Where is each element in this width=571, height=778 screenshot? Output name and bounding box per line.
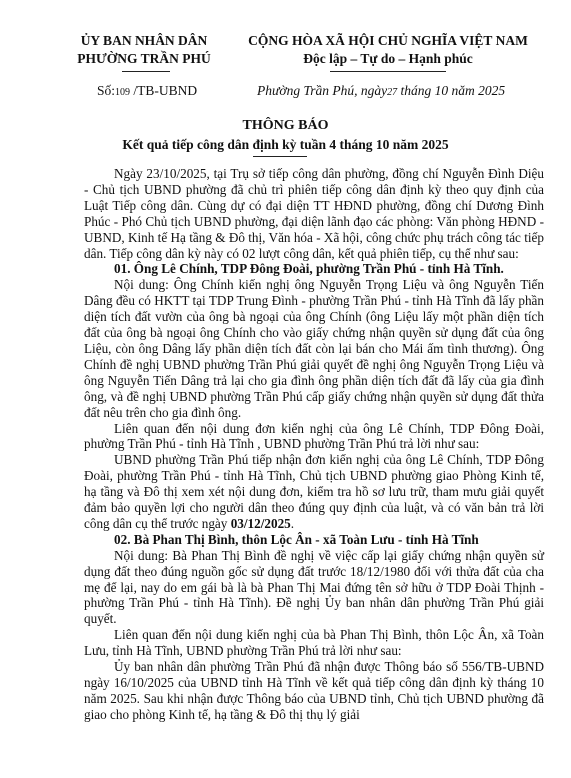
doc-number-prefix: Số: bbox=[97, 83, 116, 98]
motto-underline bbox=[330, 71, 446, 72]
authority-line-2: PHƯỜNG TRẦN PHÚ bbox=[77, 51, 211, 66]
doc-number-value: 109 bbox=[115, 87, 131, 98]
document-body bbox=[84, 166, 544, 723]
issuing-authority bbox=[64, 32, 224, 68]
doc-number-suffix: /TB-UBND bbox=[130, 83, 198, 98]
paragraph-response-1 bbox=[84, 452, 544, 532]
date-suffix: tháng 10 năm 2025 bbox=[397, 83, 506, 98]
section-heading-2: 02. Bà Phan Thị Bình, thôn Lộc Ân - xã Toàn Lưu - tỉnh Hà Tĩnh bbox=[114, 531, 479, 547]
authority-line-1: ỦY BAN NHÂN DÂN bbox=[80, 33, 208, 48]
document-date bbox=[257, 83, 505, 99]
response-1-deadline: 03/12/2025 bbox=[230, 515, 291, 531]
response-1-text: UBND phường Trần Phú tiếp nhận đơn kiến nghị của ông Lê Chính, TDP Đông Đoài, phường Trần Phú - tỉnh Hà Tĩnh, Chủ tịch UBND phường giao Phòng Kinh tế, hạ tầng và Đô thị xem xét nội dung đơn, kiểm tra hồ sơ lưu trữ, tham mưu giải quyết đảm bảo quyền lợi cho người dân theo đúng quy định của luật, và có văn bản trả lời công dân cụ thể trước ngày bbox=[84, 452, 544, 531]
paragraph-response-intro-2: Liên quan đến nội dung kiến nghị của bà Phan Thị Bình, thôn Lộc Ân, xã Toàn Lưu, tỉnh Hà Tĩnh, UBND phường Trần Phú trả lời như sau: bbox=[84, 627, 544, 659]
date-prefix: Phường Trần Phú, ngày bbox=[257, 83, 388, 98]
document-title: THÔNG BÁO bbox=[242, 118, 329, 133]
document-subtitle: Kết quả tiếp công dân định kỳ tuần 4 tháng 10 năm 2025 bbox=[122, 137, 449, 152]
paragraph-content-1: Nội dung: Ông Chính kiến nghị ông Nguyễn Trọng Liệu và ông Nguyễn Tiến Dâng đều có HKTT tại TDP Trung Đình - phường Trần Phú - tỉnh Hà Tĩnh đã lấy phần diện tích đất vườn của ông bà ngoại của ông Chính (ông Liệu lấy một phần diện tích đất của ông bà ngoại ông Chính cho vào giấy chứng nhận quyền sử dụng đất của ông Liệu, còn ông Dâng lấy phần diện tích đất còn lại bán cho Mái ấm tình thương). Ông Chính đề nghị UBND phường Trần Phú giải quyết đề nghị ông Nguyễn Trọng Liệu và ông Nguyễn Tiến Dâng trả lại cho gia đình ông phần diện tích đất đã lấy của gia đình ông, và đề nghị UBND phường Trần Phú cấp giấy chứng nhận quyền sử dụng đất thửa đất nêu trên cho gia đình ông. bbox=[84, 277, 544, 420]
paragraph-response-2: Ủy ban nhân dân phường Trần Phú đã nhận được Thông báo số 556/TB-UBND ngày 16/10/2025 của UBND tỉnh Hà Tĩnh về kết quả tiếp công dân định kỳ tháng 10 năm 2025. Sau khi nhận được Thông báo của UBND tỉnh, Chủ tịch UBND phường đã giao cho phòng Kinh tế, hạ tầng & Đô thị thụ lý giải bbox=[84, 659, 544, 722]
national-header bbox=[238, 32, 538, 68]
nation-name: CỘNG HÒA XÃ HỘI CHỦ NGHĨA VIỆT NAM bbox=[248, 33, 528, 48]
document-number bbox=[97, 83, 197, 99]
section-heading-1: 01. Ông Lê Chính, TDP Đông Đoài, phường Trần Phú - tỉnh Hà Tĩnh. bbox=[114, 261, 504, 277]
authority-underline bbox=[122, 71, 170, 72]
nation-motto: Độc lập – Tự do – Hạnh phúc bbox=[303, 51, 473, 66]
date-day: 27 bbox=[387, 87, 398, 98]
subtitle-underline bbox=[253, 156, 307, 157]
paragraph-response-intro-1: Liên quan đến nội dung đơn kiến nghị của ông Lê Chính, TDP Đông Đoài, phường Trần Phú - tỉnh Hà Tĩnh , UBND phường Trần Phú trả lời như sau: bbox=[84, 420, 544, 452]
paragraph-intro: Ngày 23/10/2025, tại Trụ sở tiếp công dân phường, đồng chí Nguyễn Đình Diệu - Chủ tịch UBND phường đã chủ trì phiên tiếp công dân định kỳ theo quy định của Luật Tiếp công dân. Cùng dự có đại diện TT HĐND phường, đồng chí Dương Đình Phúc - Phó Chủ tịch UBND phường, đại diện lãnh đạo các phòng: Văn phòng HĐND - UBND, Kinh tế Hạ tầng & Đô thị, Văn hóa - Xã hội, công chức phụ trách công tác tiếp dân. Tiếp công dân kỳ này có 02 lượt công dân, kết quả phiên tiếp, cụ thể như sau: bbox=[84, 166, 544, 261]
paragraph-content-2: Nội dung: Bà Phan Thị Bình đề nghị về việc cấp lại giấy chứng nhận quyền sử dụng đất theo đúng nguồn gốc sử dụng đất trước 18/12/1980 đối với thửa đất của cha mẹ để lại, nay do em gái bà là bà Phan Thị Mai đứng tên sở hữu ở TDP Đoài Thịnh - phường Trần Phú - tỉnh Hà Tĩnh). Đề nghị Ủy ban nhân dân phường Trần Phú giải quyết. bbox=[84, 547, 544, 627]
response-1-end: . bbox=[290, 515, 295, 531]
